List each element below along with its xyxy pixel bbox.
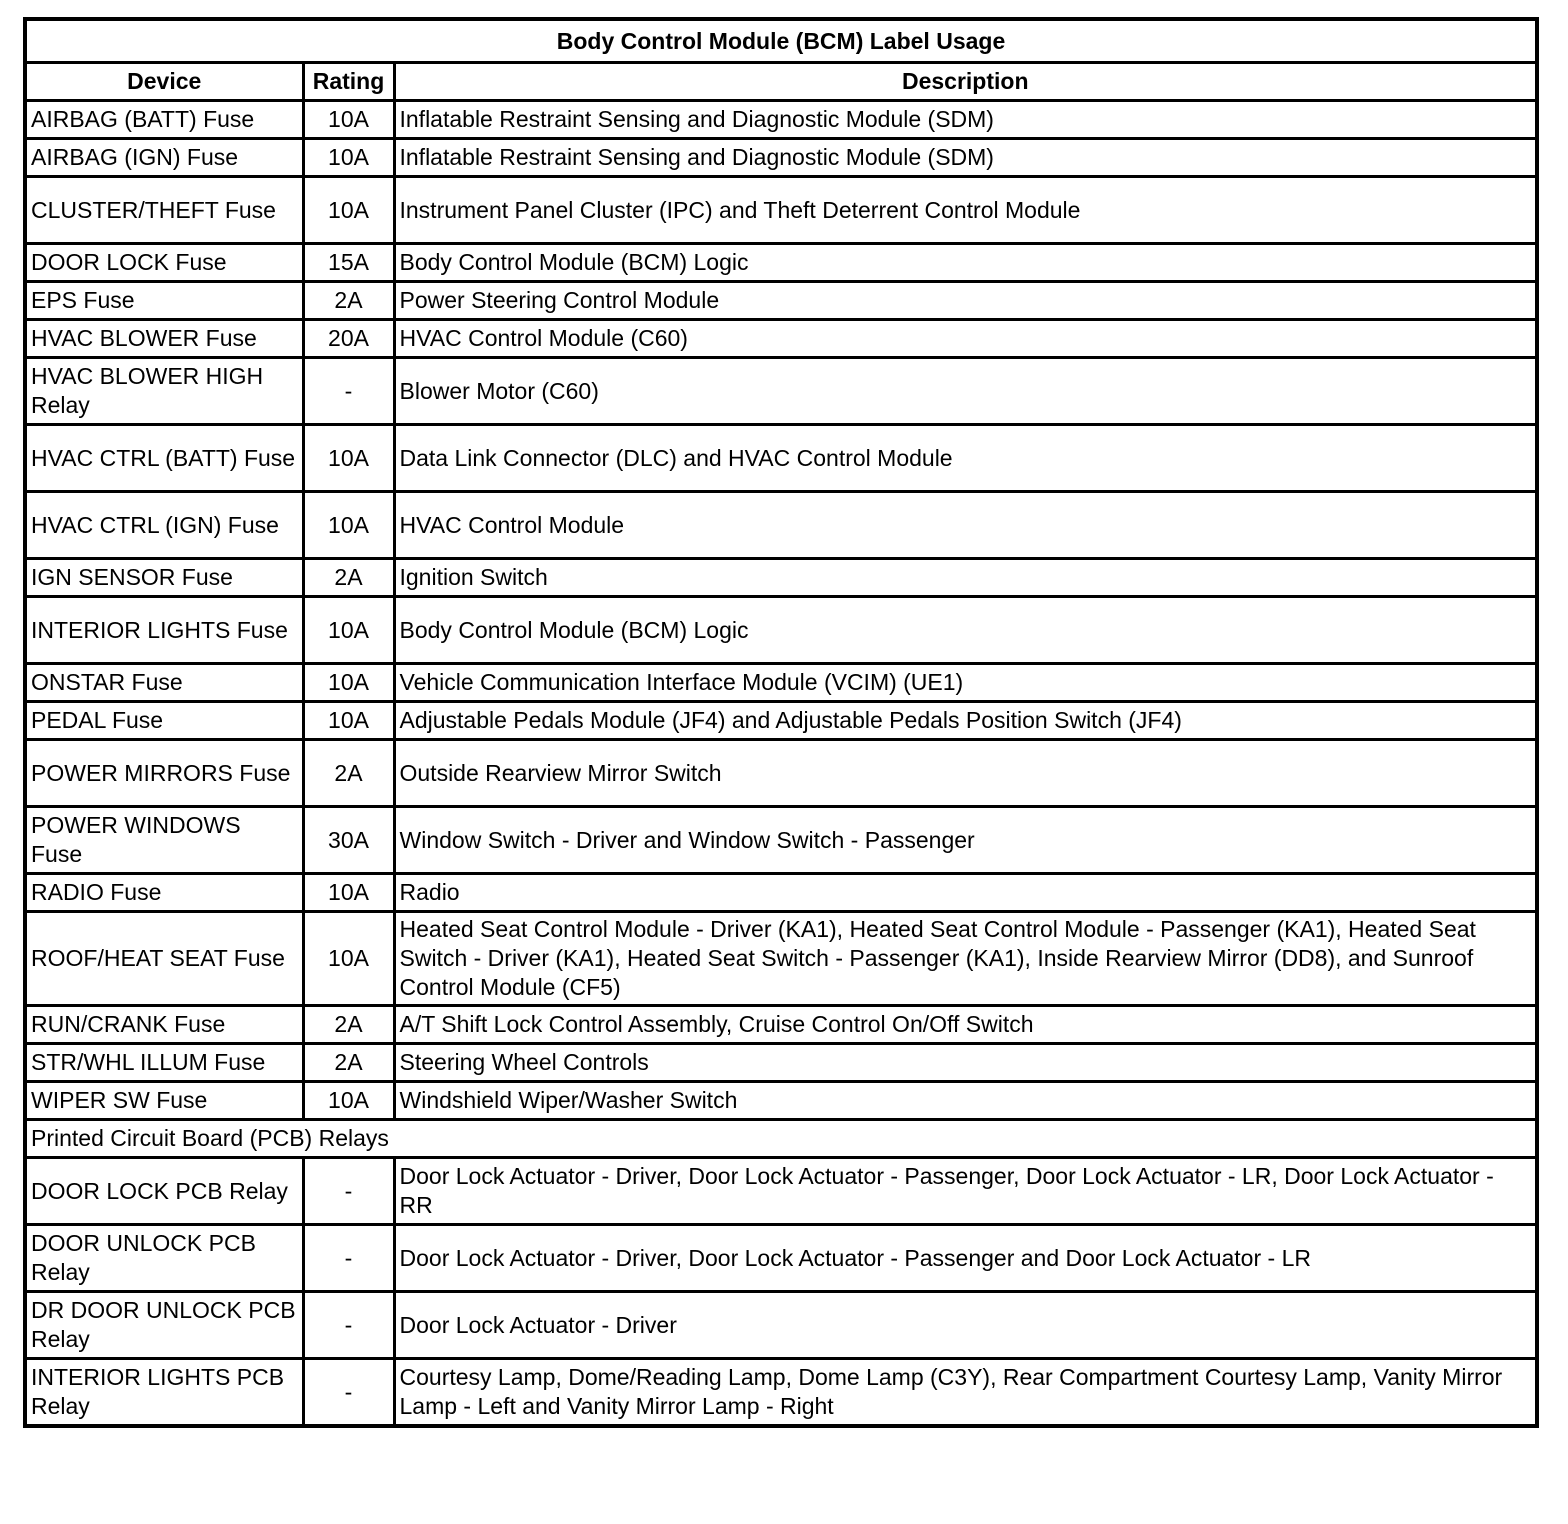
description-cell: Window Switch - Driver and Window Switch - Passenger bbox=[394, 807, 1537, 874]
header-description: Description bbox=[394, 63, 1537, 101]
description-cell: Radio bbox=[394, 874, 1537, 912]
device-cell: DOOR UNLOCK PCB Relay bbox=[25, 1225, 303, 1292]
table-row bbox=[25, 807, 1537, 874]
device-cell: IGN SENSOR Fuse bbox=[25, 559, 303, 597]
description-cell: Power Steering Control Module bbox=[394, 282, 1537, 320]
description-cell: Courtesy Lamp, Dome/Reading Lamp, Dome Lamp (C3Y), Rear Compartment Courtesy Lamp, Vanity Mirror Lamp - Left and Vanity Mirror Lamp - Right bbox=[394, 1359, 1537, 1427]
device-cell: POWER WINDOWS Fuse bbox=[25, 807, 303, 874]
rating-cell: - bbox=[303, 1292, 394, 1359]
description-cell: Door Lock Actuator - Driver bbox=[394, 1292, 1537, 1359]
description-cell: Inflatable Restraint Sensing and Diagnostic Module (SDM) bbox=[394, 101, 1537, 139]
table-row bbox=[25, 425, 1537, 492]
bcm-label-usage-table bbox=[23, 17, 1539, 1428]
table-title: Body Control Module (BCM) Label Usage bbox=[25, 19, 1537, 63]
rating-cell: - bbox=[303, 1359, 394, 1427]
description-cell: Steering Wheel Controls bbox=[394, 1044, 1537, 1082]
device-cell: HVAC CTRL (IGN) Fuse bbox=[25, 492, 303, 559]
rating-cell: - bbox=[303, 1158, 394, 1225]
table-row bbox=[25, 874, 1537, 912]
rating-cell: 10A bbox=[303, 664, 394, 702]
section-row-pcb-relays bbox=[25, 1120, 1537, 1158]
description-cell: Body Control Module (BCM) Logic bbox=[394, 597, 1537, 664]
description-cell: Inflatable Restraint Sensing and Diagnostic Module (SDM) bbox=[394, 139, 1537, 177]
table-row bbox=[25, 740, 1537, 807]
table-header-row bbox=[25, 63, 1537, 101]
rating-cell: 30A bbox=[303, 807, 394, 874]
header-rating: Rating bbox=[303, 63, 394, 101]
table-row bbox=[25, 282, 1537, 320]
header-device: Device bbox=[25, 63, 303, 101]
table-row bbox=[25, 1006, 1537, 1044]
description-cell: Windshield Wiper/Washer Switch bbox=[394, 1082, 1537, 1120]
device-cell: WIPER SW Fuse bbox=[25, 1082, 303, 1120]
table-row bbox=[25, 912, 1537, 1006]
rating-cell: 10A bbox=[303, 177, 394, 244]
table-row bbox=[25, 320, 1537, 358]
rating-cell: 10A bbox=[303, 702, 394, 740]
rating-cell: 10A bbox=[303, 425, 394, 492]
table-row bbox=[25, 597, 1537, 664]
rating-cell: 10A bbox=[303, 139, 394, 177]
description-cell: A/T Shift Lock Control Assembly, Cruise Control On/Off Switch bbox=[394, 1006, 1537, 1044]
table-row bbox=[25, 492, 1537, 559]
device-cell: POWER MIRRORS Fuse bbox=[25, 740, 303, 807]
rating-cell: - bbox=[303, 358, 394, 425]
rating-cell: 2A bbox=[303, 1044, 394, 1082]
device-cell: ROOF/HEAT SEAT Fuse bbox=[25, 912, 303, 1006]
device-cell: AIRBAG (IGN) Fuse bbox=[25, 139, 303, 177]
description-cell: Data Link Connector (DLC) and HVAC Control Module bbox=[394, 425, 1537, 492]
rating-cell: 20A bbox=[303, 320, 394, 358]
rating-cell: 10A bbox=[303, 1082, 394, 1120]
table-title-row bbox=[25, 19, 1537, 63]
table-row bbox=[25, 702, 1537, 740]
description-cell: Blower Motor (C60) bbox=[394, 358, 1537, 425]
device-cell: DR DOOR UNLOCK PCB Relay bbox=[25, 1292, 303, 1359]
table-row bbox=[25, 559, 1537, 597]
rating-cell: 2A bbox=[303, 740, 394, 807]
description-cell: Ignition Switch bbox=[394, 559, 1537, 597]
description-cell: Instrument Panel Cluster (IPC) and Theft Deterrent Control Module bbox=[394, 177, 1537, 244]
device-cell: DOOR LOCK Fuse bbox=[25, 244, 303, 282]
device-cell: HVAC BLOWER Fuse bbox=[25, 320, 303, 358]
description-cell: Door Lock Actuator - Driver, Door Lock Actuator - Passenger, Door Lock Actuator - LR, Door Lock Actuator - RR bbox=[394, 1158, 1537, 1225]
table-row bbox=[25, 1158, 1537, 1225]
device-cell: DOOR LOCK PCB Relay bbox=[25, 1158, 303, 1225]
table-row bbox=[25, 1359, 1537, 1427]
description-cell: Body Control Module (BCM) Logic bbox=[394, 244, 1537, 282]
device-cell: AIRBAG (BATT) Fuse bbox=[25, 101, 303, 139]
table-row bbox=[25, 177, 1537, 244]
device-cell: HVAC CTRL (BATT) Fuse bbox=[25, 425, 303, 492]
table-row bbox=[25, 244, 1537, 282]
table-row bbox=[25, 1292, 1537, 1359]
device-cell: EPS Fuse bbox=[25, 282, 303, 320]
description-cell: Vehicle Communication Interface Module (VCIM) (UE1) bbox=[394, 664, 1537, 702]
description-cell: Adjustable Pedals Module (JF4) and Adjustable Pedals Position Switch (JF4) bbox=[394, 702, 1537, 740]
rating-cell: 10A bbox=[303, 912, 394, 1006]
rating-cell: - bbox=[303, 1225, 394, 1292]
description-cell: Heated Seat Control Module - Driver (KA1), Heated Seat Control Module - Passenger (KA1), Heated Seat Switch - Driver (KA1), Heated Seat Switch - Passenger (KA1), Inside Rearview Mirror (DD8), and Sunroof Control Module (CF5) bbox=[394, 912, 1537, 1006]
table-row bbox=[25, 101, 1537, 139]
rating-cell: 2A bbox=[303, 282, 394, 320]
device-cell: PEDAL Fuse bbox=[25, 702, 303, 740]
device-cell: STR/WHL ILLUM Fuse bbox=[25, 1044, 303, 1082]
device-cell: CLUSTER/THEFT Fuse bbox=[25, 177, 303, 244]
section-label: Printed Circuit Board (PCB) Relays bbox=[25, 1120, 1537, 1158]
rating-cell: 10A bbox=[303, 597, 394, 664]
table-row bbox=[25, 664, 1537, 702]
description-cell: Outside Rearview Mirror Switch bbox=[394, 740, 1537, 807]
rating-cell: 10A bbox=[303, 874, 394, 912]
device-cell: INTERIOR LIGHTS PCB Relay bbox=[25, 1359, 303, 1427]
table-row bbox=[25, 1044, 1537, 1082]
device-cell: ONSTAR Fuse bbox=[25, 664, 303, 702]
rating-cell: 10A bbox=[303, 492, 394, 559]
rating-cell: 15A bbox=[303, 244, 394, 282]
table-row bbox=[25, 1225, 1537, 1292]
table-row bbox=[25, 139, 1537, 177]
rating-cell: 2A bbox=[303, 559, 394, 597]
rating-cell: 2A bbox=[303, 1006, 394, 1044]
device-cell: INTERIOR LIGHTS Fuse bbox=[25, 597, 303, 664]
description-cell: HVAC Control Module (C60) bbox=[394, 320, 1537, 358]
table-row bbox=[25, 358, 1537, 425]
description-cell: HVAC Control Module bbox=[394, 492, 1537, 559]
device-cell: RUN/CRANK Fuse bbox=[25, 1006, 303, 1044]
rating-cell: 10A bbox=[303, 101, 394, 139]
table-row bbox=[25, 1082, 1537, 1120]
description-cell: Door Lock Actuator - Driver, Door Lock Actuator - Passenger and Door Lock Actuator - LR bbox=[394, 1225, 1537, 1292]
device-cell: RADIO Fuse bbox=[25, 874, 303, 912]
device-cell: HVAC BLOWER HIGH Relay bbox=[25, 358, 303, 425]
